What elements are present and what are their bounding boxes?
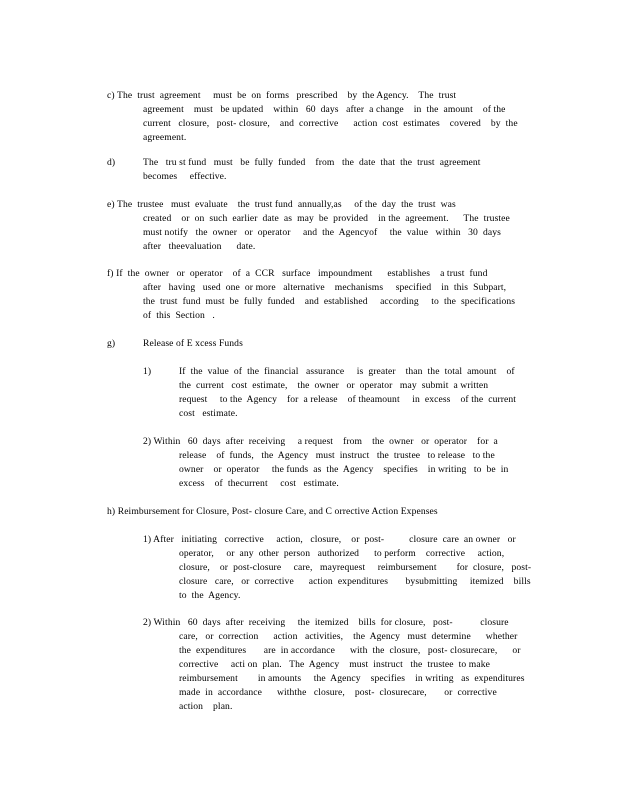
paragraph-e-line: after theevaluation date.	[143, 241, 256, 252]
paragraph-h1-line: operator, or any other person authorized to perform corrective action,	[179, 548, 505, 559]
paragraph-h2	[143, 616, 525, 714]
paragraph-g2	[143, 435, 508, 491]
paragraph-g1-marker: 1)	[143, 366, 152, 377]
paragraph-h2-line: reimbursement in amounts the Agency specifies in writing as expenditures	[179, 673, 525, 684]
paragraph-g2-line: release of funds, the Agency must instruct the trustee to release to the	[179, 450, 495, 461]
paragraph-g2-line: excess of thecurrent cost estimate.	[179, 478, 339, 489]
paragraph-e-line: must notify the owner or operator and the Agencyof the value within 30 days	[143, 227, 501, 238]
paragraph-h1-line: 1) After initiating corrective action, closure, or post- closure care an owner or	[143, 534, 516, 545]
paragraph-e-line: e) The trustee must evaluate the trust fund annually,as of the day the trust was	[107, 199, 456, 210]
paragraph-g1-line: the current cost estimate, the owner or operator may submit a written	[179, 380, 489, 391]
paragraph-h1	[143, 533, 531, 603]
paragraph-g1-line: request to the Agency for a release of theamount in excess of the current	[179, 394, 517, 405]
paragraph-h2-line: made in accordance withthe closure, post- closurecare, or corrective	[179, 687, 497, 698]
paragraph-g1-line: If the value of the financial assurance is greater than the total amount of	[179, 366, 515, 377]
paragraph-f-line: of this Section .	[143, 310, 215, 321]
paragraph-e	[107, 198, 510, 254]
paragraph-h-title: h) Reimbursement for Closure, Post- closure Care, and C orrective Action Expenses	[107, 506, 438, 517]
paragraph-c-line: agreement must be updated within 60 days after a change in the amount of the	[143, 104, 506, 115]
paragraph-c-line: agreement.	[143, 132, 187, 143]
paragraph-h2-line: corrective acti on plan. The Agency must instruct the trustee to make	[179, 659, 490, 670]
paragraph-d-line: The tru st fund must be fully funded from the date that the trust agreement	[143, 157, 481, 168]
paragraph-g1-line: cost estimate.	[179, 408, 238, 419]
paragraph-h2-line: 2) Within 60 days after receiving the itemized bills for closure, post- closure	[143, 617, 509, 628]
paragraph-d-marker: d)	[107, 157, 116, 168]
paragraph-h1-line: to the Agency.	[179, 590, 241, 601]
paragraph-h2-line: action plan.	[179, 701, 233, 712]
paragraph-f	[107, 267, 515, 323]
paragraph-f-line: the trust fund must be fully funded and established according to the specifications	[143, 296, 516, 307]
paragraph-c	[107, 89, 518, 145]
paragraph-g-marker: g)	[107, 338, 116, 349]
paragraph-g2-line: owner or operator the funds as the Agency specifies in writing to be in	[179, 464, 509, 475]
paragraph-h2-line: care, or correction action activities, the Agency must determine whether	[179, 631, 518, 642]
paragraph-e-line: created or on such earlier date as may be provided in the agreement. The trustee	[143, 213, 510, 224]
paragraph-h1-line: closure care, or corrective action expenditures bysubmitting itemized bills	[179, 576, 531, 587]
paragraph-c-line: current closure, post- closure, and corrective action cost estimates covered by the	[143, 118, 518, 129]
paragraph-h1-line: closure, or post-closure care, mayrequest reimbursement for closure, post-	[179, 562, 532, 573]
paragraph-h2-line: the expenditures are in accordance with the closure, post- closurecare, or	[179, 645, 521, 656]
paragraph-g1	[179, 365, 516, 421]
paragraph-d-line: becomes effective.	[143, 171, 227, 182]
paragraph-d	[143, 156, 481, 184]
paragraph-c-line: c) The trust agreement must be on forms prescribed by the Agency. The trust	[107, 90, 457, 101]
paragraph-f-line: f) If the owner or operator of a CCR surface impoundment establishes a trust fund	[107, 268, 488, 279]
paragraph-g-title: Release of E xcess Funds	[143, 338, 243, 349]
paragraph-f-line: after having used one or more alternative mechanisms specified in this Subpart,	[143, 282, 507, 293]
paragraph-g2-line: 2) Within 60 days after receiving a request from the owner or operator for a	[143, 436, 498, 447]
